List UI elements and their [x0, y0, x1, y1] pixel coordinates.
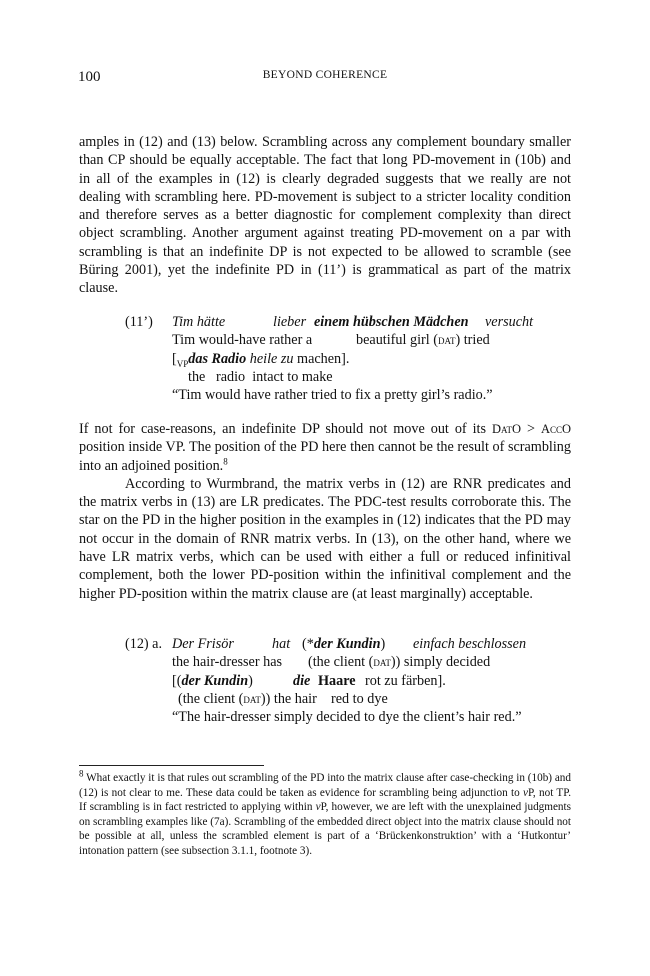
translation: “The hair-dresser simply decided to dye the client’s hair red.” — [172, 709, 522, 726]
text: If not for case-reasons, an indefinite DP should not move out of its — [79, 421, 492, 437]
case-label: dat — [437, 333, 456, 348]
footnote-8 — [79, 768, 572, 859]
bracket: [ — [172, 350, 177, 367]
gloss-german-bold: die — [293, 672, 311, 689]
example-line — [125, 635, 585, 653]
gloss-german: lieber — [273, 314, 307, 330]
running-head: BEYOND COHERENCE — [262, 69, 388, 81]
example-line — [125, 386, 585, 404]
gloss-german-bold: das Radio — [188, 350, 247, 367]
case-label: AccO — [540, 422, 571, 436]
example-line — [125, 708, 585, 726]
gloss-text: )) the hair red to dye — [260, 690, 388, 707]
paragraph: According to Wurmbrand, the matrix verbs in (12) are RNR predicates and the matrix verbs in (13) are LR predicates. The PDC-test results corroborate this. The star on the PD in the higher position in the examples in (12) indicates that the PD may not occur in the domain of RNR matrix verbs. In (13), on the other hand, where we have LR matrix verbs, which can be used with either a full or reduced infinitival complement, both the lower PD-position within the infinitival complement and the higher PD-position within the matrix clause are (at least marginally) acceptable. — [79, 475, 571, 602]
example-line — [125, 653, 585, 671]
gloss-german-bold: der Kundin — [313, 636, 381, 652]
bracket: ) — [248, 672, 253, 689]
example-line — [125, 672, 585, 690]
example-label: (11’) — [125, 314, 153, 330]
gloss-text: )) simply decided — [390, 654, 491, 671]
gloss-german — [302, 635, 385, 653]
footnote-italic: v — [315, 801, 321, 814]
footnote-italic: v — [522, 786, 528, 799]
case-label: dat — [373, 655, 391, 670]
gloss-english — [356, 331, 490, 349]
footnote-number: 8 — [79, 768, 84, 779]
vp-subscript: VP — [176, 358, 189, 369]
gloss-german: machen]. — [297, 350, 350, 367]
gloss-german-bold: der Kundin — [181, 672, 249, 689]
gloss-german: einfach beschlossen — [413, 636, 527, 652]
bracket: [( — [172, 672, 182, 689]
gloss-german: rot zu färben]. — [365, 672, 446, 689]
gloss-german: Der Frisör — [172, 636, 234, 652]
gloss-english: Tim would-have rather a — [172, 332, 313, 349]
footnote-text: P, not TP. If scrambling is in fact restricted to applying within — [79, 786, 572, 814]
paragraph-continuation: amples in (12) and (13) below. Scrambling across any complement boundary smaller than CP should be equally acceptable. The fact that long PD-movement in (10b) and in all of the examples in (12) is clearly degraded suggests that we really are not dealing with scrambling here. PD-movement is subject to a stricter locality condition and therefore serves as a better diagnostic for complement complexity than direct object scrambling. Another argument against treating PD-movement on a par with scrambling is that an indefinite DP is not expected to be allowed to scramble (see Büring 2001), yet the indefinite PD in (11’) is grammatical as part of the matrix clause. — [79, 134, 571, 297]
gloss-english — [308, 653, 490, 671]
case-label: dat — [243, 691, 261, 706]
example-line — [125, 368, 585, 386]
gloss-text: beautiful girl ( — [356, 332, 438, 349]
footnote-text: What exactly it is that rules out scrambling of the PD into the matrix clause after case-checking in (10b) and (12) is not clear to me. These data could be taken as evidence for scrambling being adjunction to — [79, 772, 571, 799]
gloss-german: heile zu — [249, 350, 294, 367]
gloss-german — [172, 350, 349, 368]
gloss-german-bold: Haare — [318, 672, 356, 689]
gloss-english: the hair-dresser has — [172, 654, 283, 671]
paragraph — [79, 420, 571, 475]
bracket: (* — [302, 636, 314, 652]
translation: “Tim would have rather tried to fix a pretty girl’s radio.” — [172, 387, 493, 404]
gloss-german — [172, 672, 253, 690]
case-label: DatO — [491, 422, 522, 436]
example-12a — [125, 635, 585, 726]
gloss-german: versucht — [485, 314, 534, 330]
example-label: (12) a. — [125, 636, 163, 652]
example-line — [125, 331, 585, 349]
bracket: ) — [380, 636, 386, 652]
gloss-text: (the client ( — [308, 654, 374, 671]
example-line — [125, 350, 585, 368]
gloss-german: Tim hätte — [172, 314, 226, 330]
gloss-german-bold: einem hübschen Mädchen — [314, 314, 469, 330]
text: > — [521, 421, 541, 437]
gloss-text: ) tried — [455, 332, 490, 349]
gloss-german: hat — [272, 636, 291, 652]
example-11-prime — [125, 313, 585, 404]
footnote-text: P, however, we are left with the unexplained judgments on scrambling examples like (7a). Scrambling of the embedded direct object into the matrix clause should not be possible at all, unless the scrambled element is part of a ‘Brückenkonstruktion’ with a ‘Hutkontur’ intonation pattern (see subsection 3.1.1, footnote 3). — [79, 801, 571, 857]
example-line — [125, 313, 585, 331]
page-number: 100 — [78, 69, 101, 85]
text: position inside VP. The position of the PD here then cannot be the result of scrambling into an adjoined position. — [79, 439, 571, 474]
gloss-english — [178, 690, 388, 708]
footnote-rule — [79, 765, 264, 766]
gloss-text: (the client ( — [178, 690, 244, 707]
footnote-ref[interactable]: 8 — [223, 455, 228, 466]
body-paragraphs — [79, 420, 571, 603]
gloss-english: the radio intact to make — [188, 368, 333, 385]
example-line — [125, 690, 585, 708]
